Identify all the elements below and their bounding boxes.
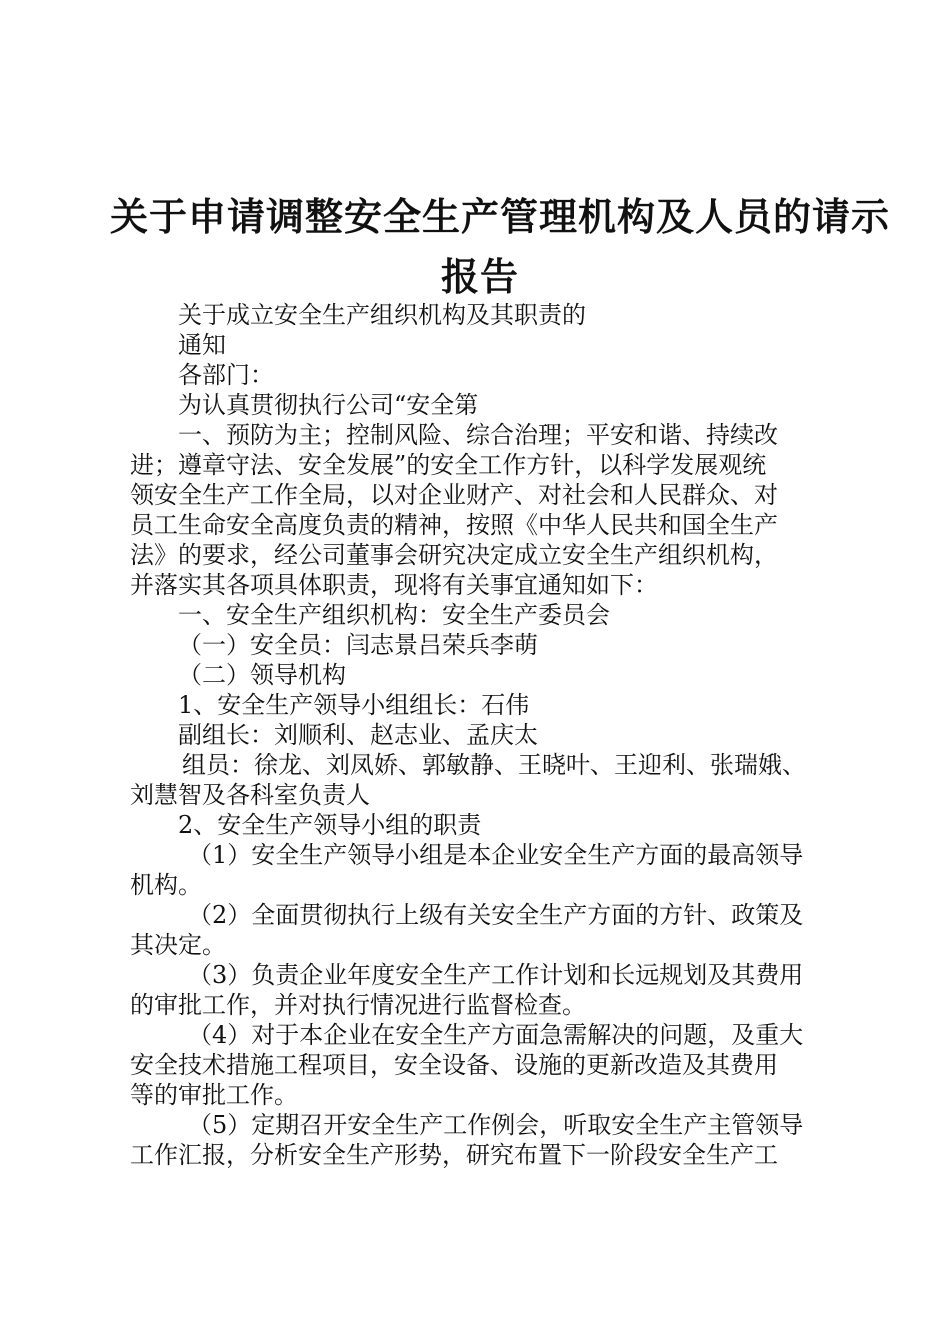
text-line: （2）全面贯彻执行上级有关安全生产方面的方针、政策及 [188,901,804,929]
text-line: 通知 [178,331,226,359]
text-line: 关于成立安全生产组织机构及其职责的 [178,301,586,329]
text-line: 为认真贯彻执行公司“安全第 [178,391,479,419]
text-line: 领安全生产工作全局，以对企业财产、对社会和人民群众、对 [130,481,778,509]
text-line: 2、安全生产领导小组的职责 [178,811,482,839]
text-line: （3）负责企业年度安全生产工作计划和长远规划及其费用 [188,961,804,989]
text-line: （5）定期召开安全生产工作例会，听取安全生产主管领导 [188,1111,804,1139]
text-line: 1、安全生产领导小组组长：石伟 [178,691,530,719]
text-line: 其决定。 [130,931,226,959]
text-line: 安全技术措施工程项目，安全设备、设施的更新改造及其费用 [130,1051,778,1079]
text-line: 组员：徐龙、刘凤娇、郭敏静、王晓叶、王迎利、张瑞娥、 [182,751,806,779]
document-title-line-1: 关于申请调整安全生产管理机构及人员的请示 [110,195,891,239]
text-line: 进；遵章守法、安全发展”的安全工作方针，以科学发展观统 [130,451,767,479]
text-line: （4）对于本企业在安全生产方面急需解决的问题，及重大 [188,1021,804,1049]
text-line: 员工生命安全高度负责的精神，按照《中华人民共和国全生产 [130,511,778,539]
text-line: 刘慧智及各科室负责人 [130,781,370,809]
text-line: （一）安全员：闫志景吕荣兵李萌 [178,631,538,659]
text-line: 副组长：刘顺利、赵志业、孟庆太 [178,721,538,749]
text-line: 一、预防为主；控制风险、综合治理；平安和谐、持续改 [178,421,778,449]
text-line: 工作汇报，分析安全生产形势，研究布置下一阶段安全生产工 [130,1141,778,1169]
document-title-line-2: 报告 [440,255,519,299]
text-line: 一、安全生产组织机构：安全生产委员会 [178,601,610,629]
text-line: 并落实其各项具体职责，现将有关事宜通知如下： [130,571,658,599]
text-line: （二）领导机构 [178,661,346,689]
text-line: 各部门： [178,361,274,389]
text-line: （1）安全生产领导小组是本企业安全生产方面的最高领导 [188,841,804,869]
document-body [130,300,835,1170]
text-line: 机构。 [130,871,202,899]
text-line: 的审批工作，并对执行情况进行监督检查。 [130,991,586,1019]
text-line: 法》的要求，经公司董事会研究决定成立安全生产组织机构， [130,541,778,569]
text-line: 等的审批工作。 [130,1081,298,1109]
